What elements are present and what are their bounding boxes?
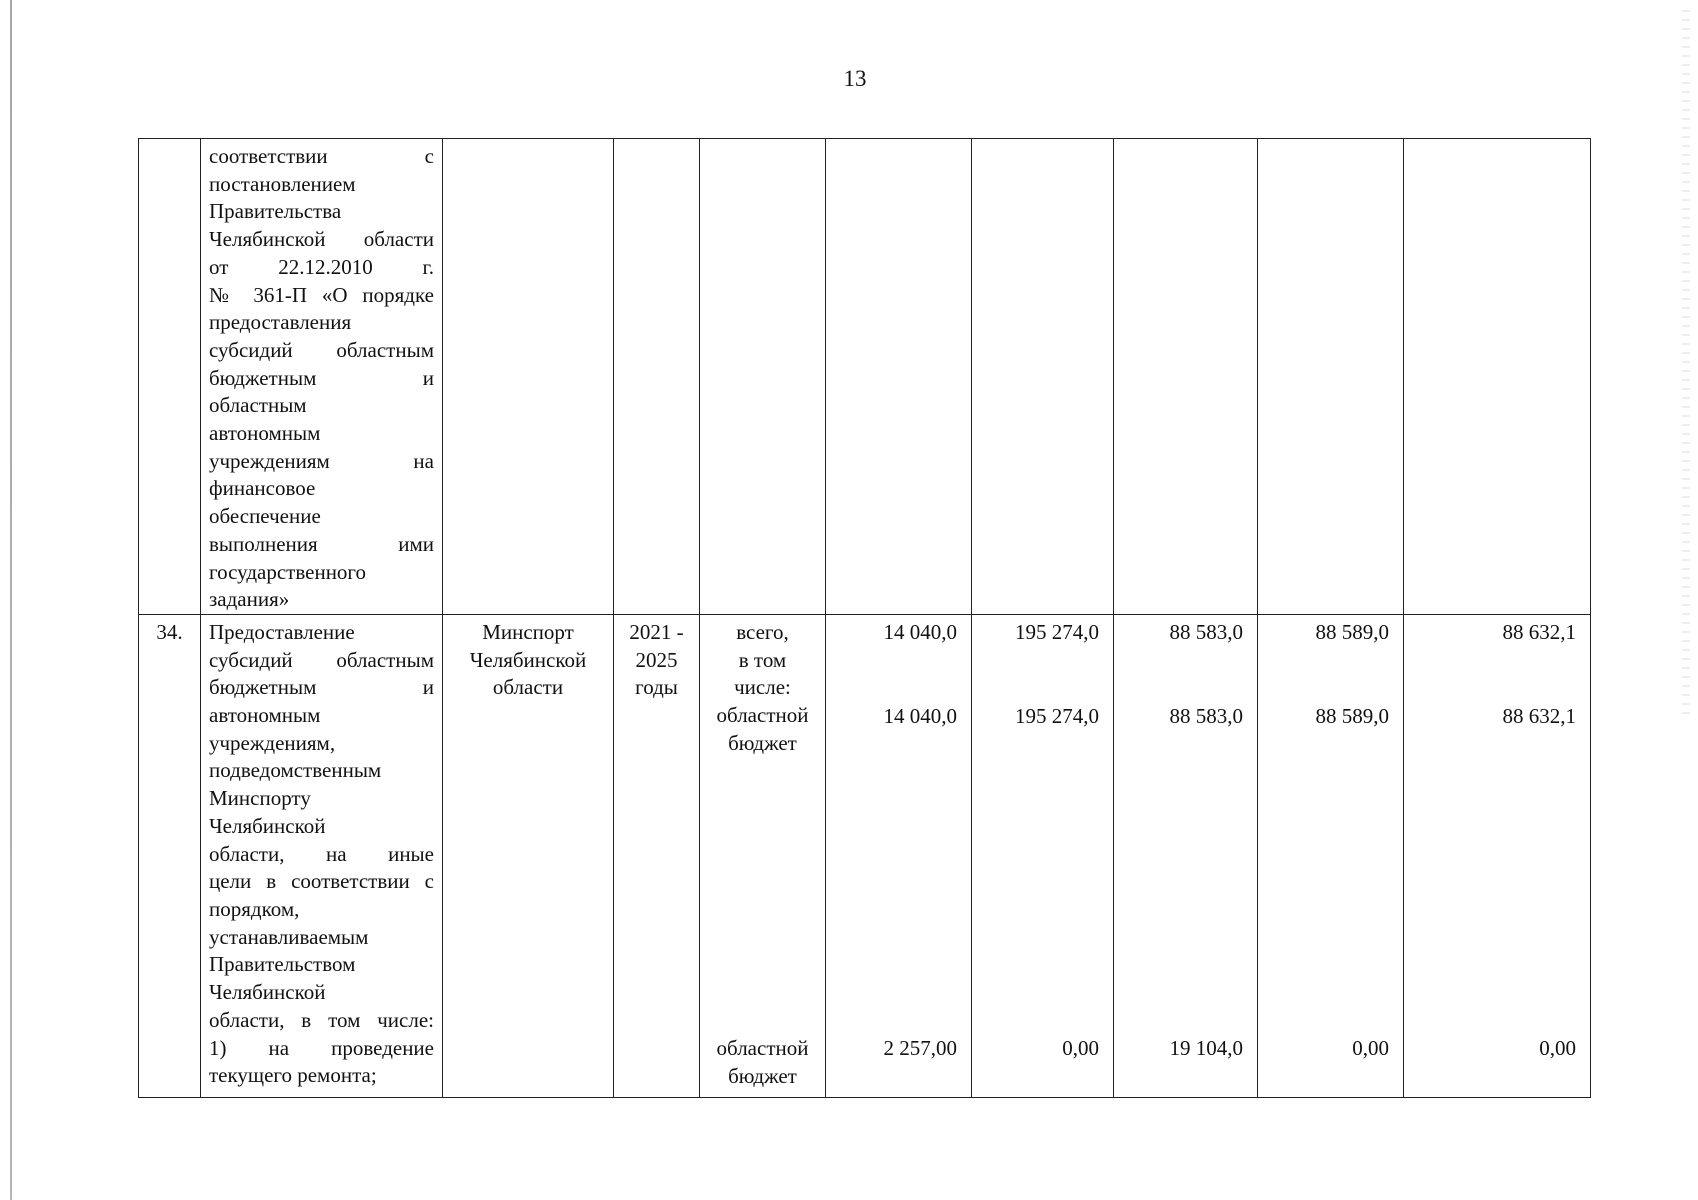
amount-column-5 (1404, 614, 1591, 1097)
text-line: 1) на проведение (209, 1035, 434, 1060)
empty-cell (1258, 139, 1404, 615)
scan-right-edge (1682, 10, 1690, 720)
amount-total: 88 589,0 (1315, 619, 1389, 644)
amount-total: 88 583,0 (1169, 619, 1243, 644)
text-line: области, в том числе: (209, 1007, 434, 1032)
source-line: в том (738, 647, 787, 672)
text-line: учреждениям, (209, 730, 336, 755)
text-line: постановлением (209, 171, 356, 196)
funding-source-bottom (700, 1035, 825, 1090)
amount-repair: 0,00 (1062, 1035, 1099, 1060)
empty-cell (614, 139, 700, 615)
text-line: устанавливаемым (209, 924, 369, 949)
period-line: 2025 (635, 647, 678, 672)
amount-regional-budget: 88 589,0 (1315, 703, 1389, 728)
text-line: государственного (209, 559, 367, 584)
text-line: области, на иные (209, 841, 434, 866)
text-line: порядком, (209, 896, 300, 921)
period-line: 2021 - (629, 619, 684, 644)
period-line: годы (635, 675, 678, 700)
text-line: субсидий областным (209, 337, 434, 362)
text-line: текущего ремонта; (209, 1063, 377, 1088)
amount-column-4 (1258, 614, 1404, 1097)
table-row-34 (139, 614, 1591, 1097)
row-number: 34. (139, 614, 201, 1097)
continuation-description (201, 139, 443, 615)
executor-cell (443, 614, 614, 1097)
text-line: Правительства (209, 199, 342, 224)
amount-regional-budget: 14 040,0 (883, 703, 957, 728)
amount-column-3 (1114, 614, 1258, 1097)
empty-cell (826, 139, 972, 615)
amount-total: 14 040,0 (883, 619, 957, 644)
text-line: от 22.12.2010 г. (209, 254, 434, 279)
empty-cell (1114, 139, 1258, 615)
text-line: Челябинской (209, 813, 326, 838)
executor-line: Минспорт (482, 619, 574, 644)
funding-source-cell (700, 614, 826, 1097)
empty-cell (1404, 139, 1591, 615)
amount-column-1 (826, 614, 972, 1097)
source-line: областной (716, 1035, 809, 1060)
text-line: цели в соответствии с (209, 869, 434, 894)
source-line: бюджет (728, 730, 797, 755)
number-cell-empty (139, 139, 201, 615)
amount-column-2 (972, 614, 1114, 1097)
source-line: бюджет (728, 1063, 797, 1088)
amount-repair: 0,00 (1539, 1035, 1576, 1060)
source-line: областной (716, 703, 809, 728)
text-line: учреждениям на (209, 448, 434, 473)
period-cell (614, 614, 700, 1097)
text-line: автономным (209, 703, 321, 728)
amount-total: 195 274,0 (1015, 619, 1099, 644)
row-34-description (201, 614, 443, 1097)
text-line: Челябинской области (209, 227, 434, 252)
page-number: 13 (843, 66, 867, 91)
scan-left-edge (10, 0, 12, 1200)
continuation-row (139, 139, 1591, 615)
text-line: бюджетным и (209, 365, 434, 390)
text-line: финансовое (209, 476, 316, 501)
text-line: Предоставление (209, 619, 355, 644)
text-line: подведомственным (209, 758, 382, 783)
executor-line: области (492, 675, 564, 700)
amount-repair: 0,00 (1352, 1035, 1389, 1060)
amount-regional-budget: 88 632,1 (1502, 703, 1576, 728)
empty-cell (443, 139, 614, 615)
text-line: соответствии с (209, 144, 434, 168)
text-line: задания» (209, 587, 290, 612)
executor-line: Челябинской (469, 647, 587, 672)
text-line: № 361-П «О порядке (209, 282, 434, 307)
source-line: всего, (736, 619, 789, 644)
text-line: областным (209, 393, 307, 418)
text-line: бюджетным и (209, 675, 434, 700)
budget-table (138, 138, 1590, 1088)
text-line: выполнения ими (209, 531, 434, 556)
empty-cell (700, 139, 826, 615)
text-line: Правительством (209, 952, 356, 977)
text-line: Челябинской (209, 980, 326, 1005)
text-line: предоставления (209, 310, 352, 335)
amount-regional-budget: 195 274,0 (1015, 703, 1099, 728)
amount-total: 88 632,1 (1502, 619, 1576, 644)
amount-repair: 2 257,00 (883, 1035, 957, 1060)
empty-cell (972, 139, 1114, 615)
amount-regional-budget: 88 583,0 (1169, 703, 1243, 728)
text-line: обеспечение (209, 504, 321, 529)
source-line: числе: (734, 675, 791, 700)
funding-source-top (700, 619, 825, 758)
text-line: Минспорту (209, 786, 311, 811)
amount-repair: 19 104,0 (1169, 1035, 1243, 1060)
text-line: субсидий областным (209, 647, 434, 672)
text-line: автономным (209, 421, 321, 446)
